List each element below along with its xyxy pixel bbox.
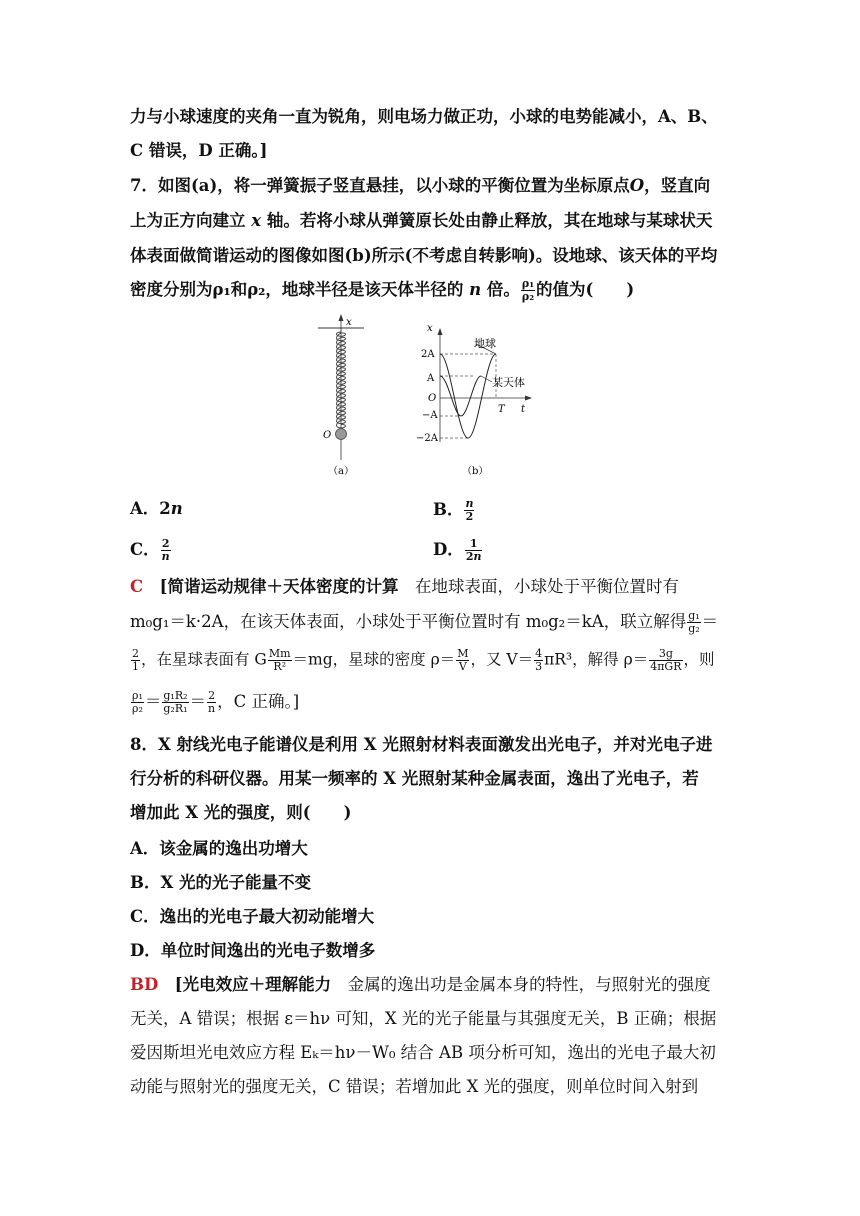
earth-curve [440, 354, 496, 438]
question-7-line-2: 上为正方向建立 x 轴。若将小球从弹簧原长处由静止释放，其在地球与某球状天 [130, 211, 713, 230]
option-a: A．2n [130, 499, 183, 518]
option-8-d: D．单位时间逸出的光电子数增多 [130, 941, 376, 960]
answer-7-line-3: $\frac{2}{1}$ ，在星球表面有 G $\frac{Mm}{\text{R²}}$ ＝mg，星球的密度 ρ＝ $\frac{M}{V}$ ，又 V＝ $\frac{4}{3}$ πR³，解得 ρ＝ $\frac{3g}{\text{4πGR}}$ ，则 [132, 647, 715, 673]
answer-7-line-1: C [简谐运动规律＋天体密度的计算 在地球表面，小球处于平衡位置时有 [130, 577, 679, 596]
answer-7-line-4: $\frac{\text{ρ₁}}{\text{ρ₂}}$ ＝ $\frac{\text{g₁R₂}}{\text{g₂R₁}}$ ＝ $\frac{2}{n}$ ，C 正确。] [132, 689, 300, 715]
question-7-line-3: 体表面做简谐运动的图像如图(b)所示(不考虑自转影响)。设地球、该天体的平均 [130, 246, 718, 265]
answer-8-line-4: 动能与照射光的强度无关，C 错误；若增加此 X 光的强度，则单位时间入射到 [130, 1077, 699, 1096]
tick-label: −A [422, 410, 438, 421]
answer-7-line-2: m₀g₁＝k·2A，在该天体表面，小球处于平衡位置时有 m₀g₂＝kA，联立解得 $\frac{\text{g₁}}{\text{g₂}}$ ＝ [130, 609, 719, 635]
ball [336, 429, 347, 440]
tick-label: 2A [421, 349, 435, 360]
axis-label-t: t [521, 404, 526, 415]
answer-8-line-2: 无关，A 错误；根据 ε＝hν 可知，X 光的光子能量与其强度无关，B 正确；根据 [130, 1009, 717, 1028]
figure-a [318, 312, 580, 477]
option-b: B． $\frac{n}{2}$ [433, 497, 474, 523]
text-line: C 错误，D 正确。] [130, 141, 268, 160]
option-8-a: A．该金属的逸出功增大 [130, 839, 308, 858]
text-line: 力与小球速度的夹角一直为锐角，则电场力做正功，小球的电势能减小，A、B、 [130, 107, 718, 126]
question-8-line-3: 增加此 X 光的强度，则( ) [130, 803, 352, 822]
axis-label-x: x [346, 317, 352, 328]
question-7-line-4: 密度分别为ρ₁和ρ₂，地球半径是该天体半径的 n 倍。 $\frac{\text{ρ₁}}{\text{ρ₂}}$ 的值为( ) [130, 277, 635, 303]
origin-label: O [428, 393, 437, 404]
origin-label: O [323, 430, 332, 441]
option-d: D． $\frac{1}{2n}$ [433, 537, 482, 563]
body-curve [440, 376, 481, 416]
option-8-c: C．逸出的光电子最大初动能增大 [130, 907, 375, 926]
earth-label: 地球 [474, 337, 496, 350]
caption-a: （a） [328, 466, 354, 477]
option-8-b: B．X 光的光子能量不变 [130, 873, 311, 892]
option-c: C． $\frac{2}{n}$ [130, 537, 170, 563]
figure-b [416, 323, 532, 477]
tick-label: −2A [416, 433, 438, 444]
body-label: 某天体 [492, 376, 525, 389]
question-8-line-2: 行分析的科研仪器。用某一频率的 X 光照射某种金属表面，逸出了光电子，若 [130, 769, 699, 788]
caption-b: （b） [462, 466, 489, 477]
figure-spring-and-graph [300, 312, 580, 482]
question-8-line-1: 8．X 射线光电子能谱仪是利用 X 光照射材料表面激发出光电子，并对光电子进 [130, 735, 713, 754]
period-label: T [498, 404, 505, 415]
answer-8-line-1: BD [光电效应＋理解能力 金属的逸出功是金属本身的特性，与照射光的强度 [130, 975, 711, 994]
question-7-line-1: 7．如图(a)，将一弹簧振子竖直悬挂，以小球的平衡位置为坐标原点O，竖直向 [130, 176, 711, 195]
axis-label-x: x [427, 323, 433, 334]
tick-label: A [427, 373, 435, 384]
answer-8-line-3: 爱因斯坦光电效应方程 Eₖ＝hν－W₀ 结合 AB 项分析可知，逸出的光电子最大初 [130, 1043, 716, 1062]
